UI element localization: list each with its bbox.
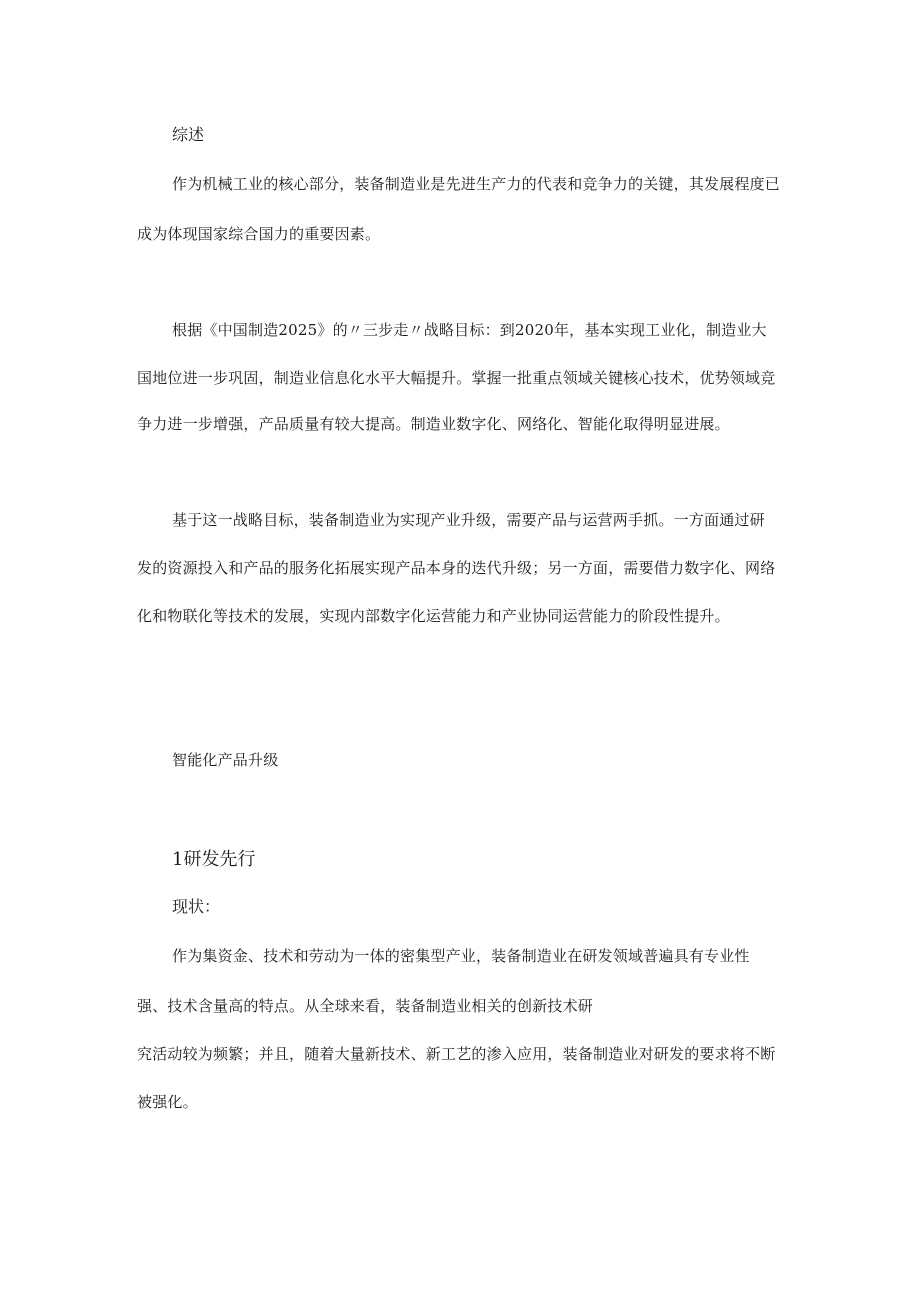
overview-para1-line2: 成为体现国家综合国力的重要因素。 — [137, 225, 381, 243]
overview-para2-line3: 争力进一步增强，产品质量有较大提高。制造业数字化、网络化、智能化取得明显进展。 — [137, 415, 730, 433]
overview-para1-line1: 作为机械工业的核心部分，装备制造业是先进生产力的代表和竞争力的关键，其发展程度已 — [172, 175, 781, 193]
rd-para-line1: 作为集资金、技术和劳动为一体的密集型产业，装备制造业在研发领域普遍具有专业性 — [172, 947, 750, 965]
overview-para3-line2: 发的资源投入和产品的服务化拓展实现产品本身的迭代升级；另一方面，需要借力数字化、网络 — [137, 559, 776, 577]
status-label: 现状： — [172, 897, 221, 916]
overview-title: 综述 — [172, 125, 205, 144]
rd-subsection-title: 1研发先行 — [172, 849, 256, 870]
smart-product-title: 智能化产品升级 — [172, 751, 279, 769]
overview-para3-line1: 基于这一战略目标，装备制造业为实现产业升级，需要产品与运营两手抓。一方面通过研 — [172, 511, 765, 529]
rd-para-line4: 被强化。 — [137, 1093, 198, 1111]
overview-para3-line3: 化和物联化等技术的发展，实现内部数字化运营能力和产业协同运营能力的阶段性提升。 — [137, 607, 730, 625]
overview-para2-line1: 根据《中国制造2025》的〃三步走〃战略目标：到2020年，基本实现工业化，制造业大 — [172, 321, 767, 339]
rd-para-line3: 究活动较为频繁；并且，随着大量新技术、新工艺的渗入应用，装备制造业对研发的要求将不断 — [137, 1045, 776, 1063]
overview-para2-line2: 国地位进一步巩固，制造业信息化水平大幅提升。掌握一批重点领域关键核心技术，优势领域竞 — [137, 369, 776, 387]
rd-para-line2: 强、技术含量高的特点。从全球来看，装备制造业相关的创新技术研 — [137, 997, 594, 1015]
